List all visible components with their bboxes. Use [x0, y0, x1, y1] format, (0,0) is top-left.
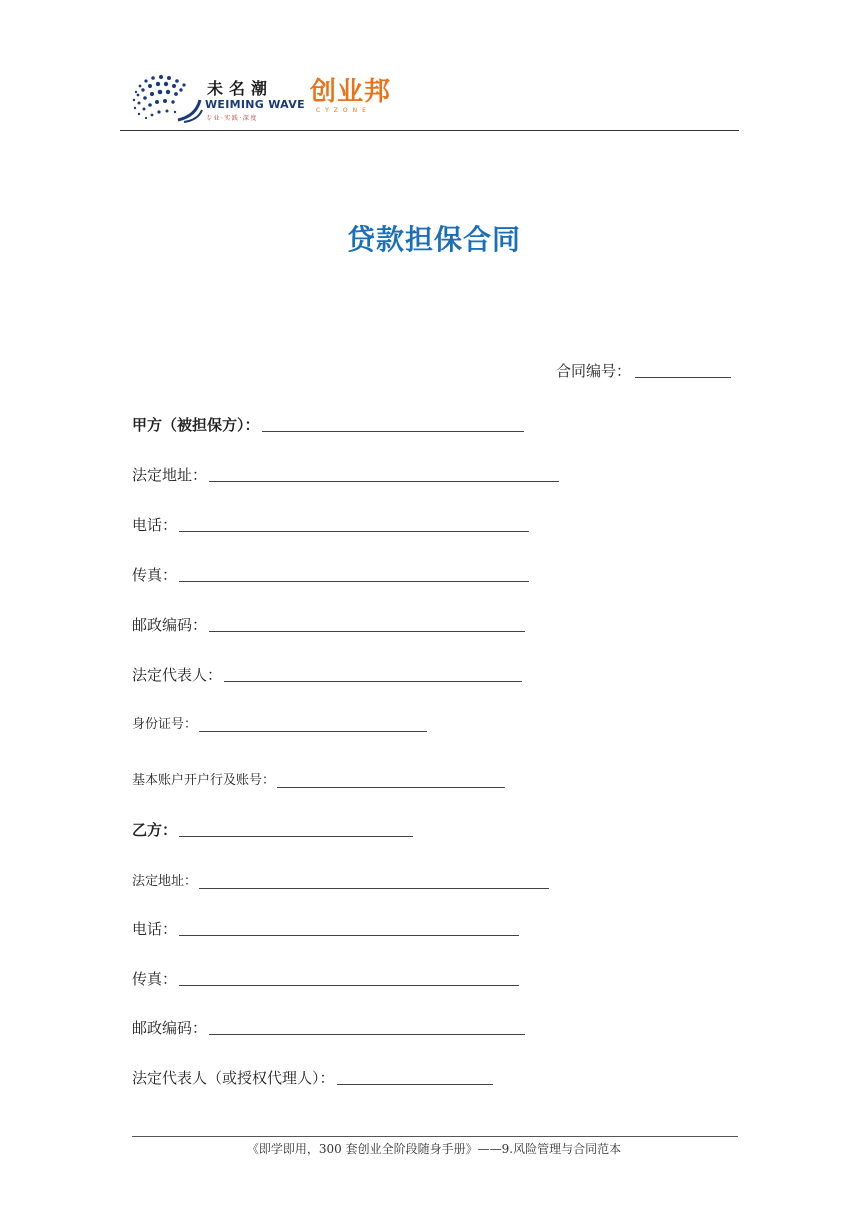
- header-divider: [120, 130, 739, 131]
- weiming-wave-logo-icon: [126, 70, 204, 126]
- party-b-phone-label: 电话：: [132, 920, 178, 938]
- party-b-fax-row: [132, 969, 519, 989]
- contract-number-field: [556, 361, 731, 381]
- party-b-postcode-blank: [209, 1034, 525, 1035]
- brand-tagline: 专业·实践·深度: [206, 115, 258, 122]
- party-a-bank-label: 基本账户开户行及账号：: [132, 773, 276, 788]
- party-a-heading: 甲方（被担保方）：: [132, 416, 260, 434]
- party-b-legal-rep-row: [132, 1068, 493, 1088]
- party-b-phone-row: [132, 919, 519, 939]
- party-a-id-row: [132, 715, 427, 735]
- contract-number-label: 合同编号：: [556, 362, 632, 380]
- party-b-postcode-row: [132, 1018, 525, 1038]
- party-b-legal-rep-blank: [337, 1084, 493, 1085]
- party-a-address-row: [132, 465, 559, 485]
- party-a-legal-rep-blank: [224, 681, 522, 682]
- party-a-postcode-blank: [209, 631, 525, 632]
- party-a-postcode-label: 邮政编码：: [132, 616, 208, 634]
- footer-divider: [132, 1136, 738, 1137]
- party-a-fax-row: [132, 565, 529, 585]
- party-a-fax-label: 传真：: [132, 566, 178, 584]
- brand-name-en: WEIMING WAVE: [205, 98, 305, 111]
- party-a-phone-row: [132, 515, 529, 535]
- party-a-phone-label: 电话：: [132, 516, 178, 534]
- party-a-legal-rep-row: [132, 665, 522, 685]
- party-b-address-label: 法定地址：: [132, 874, 198, 889]
- party-a-bank-row: [132, 771, 505, 791]
- party-a-address-label: 法定地址：: [132, 466, 208, 484]
- document-title: 贷款担保合同: [346, 223, 521, 256]
- party-a-legal-rep-label: 法定代表人：: [132, 666, 223, 684]
- contract-number-blank: [635, 377, 731, 378]
- party-a-fax-blank: [179, 581, 529, 582]
- party-a-id-blank: [199, 731, 427, 732]
- party-b-fax-blank: [179, 985, 519, 986]
- party-b-fax-label: 传真：: [132, 970, 178, 988]
- party-b-legal-rep-label: 法定代表人（或授权代理人）：: [132, 1069, 335, 1087]
- party-b-postcode-label: 邮政编码：: [132, 1019, 208, 1037]
- party-a-postcode-row: [132, 615, 525, 635]
- party-b-name-blank: [179, 836, 413, 837]
- party-a-phone-blank: [179, 531, 529, 532]
- party-b-address-row: [132, 872, 549, 892]
- party-a-heading-row: [132, 415, 524, 435]
- cyzone-logo-text: 创业邦: [310, 77, 392, 107]
- party-a-id-label: 身份证号：: [132, 717, 198, 732]
- brand-name-cn: 未名潮: [207, 79, 274, 98]
- party-a-bank-blank: [277, 787, 505, 788]
- cyzone-logo-subtext: CYZONE: [316, 107, 371, 114]
- party-a-name-blank: [262, 431, 524, 432]
- party-b-phone-blank: [179, 935, 519, 936]
- party-b-heading: 乙方：: [132, 821, 178, 839]
- party-b-heading-row: [132, 820, 413, 840]
- party-b-address-blank: [199, 888, 549, 889]
- page-footer: 《即学即用，300 套创业全阶段随身手册》——9.风险管理与合同范本: [246, 1142, 622, 1156]
- party-a-address-blank: [209, 481, 559, 482]
